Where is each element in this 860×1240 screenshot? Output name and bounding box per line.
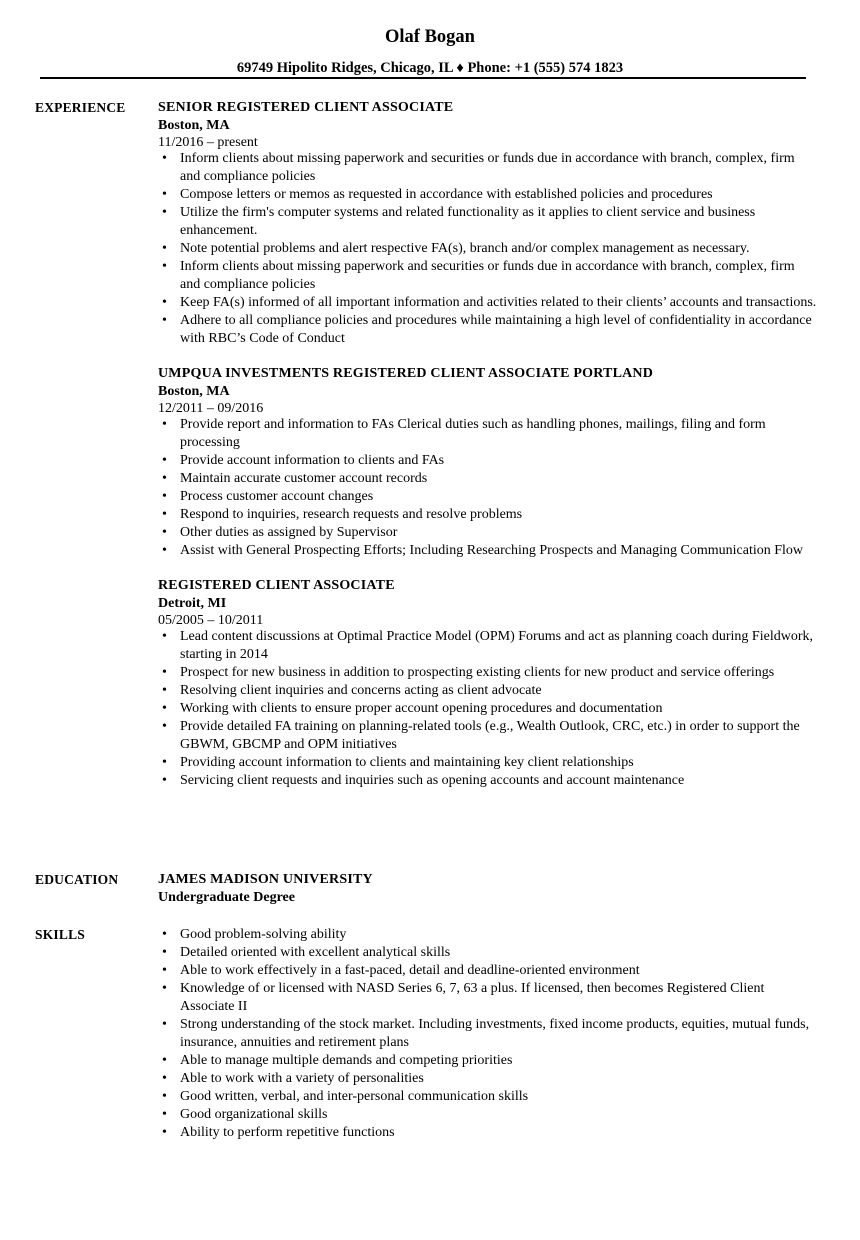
job-entry: [158, 365, 818, 560]
duty-item: • Process customer account changes: [158, 488, 818, 506]
skill-items: [158, 926, 818, 1142]
duty-item: • Other duties as assigned by Supervisor: [158, 524, 818, 542]
duty-item: • Compose letters or memos as requested in accordance with established policies and procedures: [158, 186, 818, 204]
contact-line: 69749 Hipolito Ridges, Chicago, IL ♦ Phone: +1 (555) 574 1823: [236, 60, 624, 76]
job-dates: 05/2005 – 10/2011: [158, 613, 264, 628]
job-title: REGISTERED CLIENT ASSOCIATE: [158, 578, 395, 593]
section-label-education: EDUCATION: [35, 872, 119, 887]
job-dates: 11/2016 – present: [158, 135, 258, 150]
duty-item: • Working with clients to ensure proper account opening procedures and documentation: [158, 700, 818, 718]
job-title: UMPQUA INVESTMENTS REGISTERED CLIENT ASSOCIATE PORTLAND: [158, 366, 654, 381]
skill-item: • Good problem-solving ability: [158, 926, 818, 944]
job-duties: [158, 416, 818, 560]
skill-item: • Able to work with a variety of personalities: [158, 1070, 818, 1088]
section-label-experience: EXPERIENCE: [35, 100, 126, 115]
header-divider: [40, 77, 806, 79]
job-location: Boston, MA: [158, 118, 230, 133]
duty-item: • Lead content discussions at Optimal Practice Model (OPM) Forums and act as planning coach during Fieldwork, starting in 2014: [158, 628, 818, 664]
school-name: JAMES MADISON UNIVERSITY: [158, 872, 373, 887]
duty-item: • Inform clients about missing paperwork and securities or funds due in accordance with branch, complex, firm and compliance policies: [158, 150, 818, 186]
job-location: Boston, MA: [158, 384, 230, 399]
duty-item: • Inform clients about missing paperwork and securities or funds due in accordance with branch, complex, firm and compliance policies: [158, 258, 818, 294]
education-entry: [158, 871, 818, 907]
section-label-skills: SKILLS: [35, 927, 85, 942]
job-title: SENIOR REGISTERED CLIENT ASSOCIATE: [158, 100, 454, 115]
duty-item: • Resolving client inquiries and concerns acting as client advocate: [158, 682, 818, 700]
skill-item: • Good written, verbal, and inter-personal communication skills: [158, 1088, 818, 1106]
job-entry: [158, 577, 818, 790]
job-duties: [158, 628, 818, 790]
duty-item: • Maintain accurate customer account records: [158, 470, 818, 488]
job-location: Detroit, MI: [158, 596, 227, 611]
skill-item: • Able to manage multiple demands and competing priorities: [158, 1052, 818, 1070]
job-dates: 12/2011 – 09/2016: [158, 401, 264, 416]
skill-item: • Strong understanding of the stock market. Including investments, fixed income products, equities, mutual funds, insurance, annuities and retirement plans: [158, 1016, 818, 1052]
duty-item: • Assist with General Prospecting Efforts; Including Researching Prospects and Managing Communication Flow: [158, 542, 818, 560]
duty-item: • Adhere to all compliance policies and procedures while maintaining a high level of confidentiality in accordance with RBC’s Code of Conduct: [158, 312, 818, 348]
skills-list: [158, 926, 818, 1142]
skill-item: • Ability to perform repetitive functions: [158, 1124, 818, 1142]
skill-item: • Detailed oriented with excellent analytical skills: [158, 944, 818, 962]
duty-item: • Provide detailed FA training on planning-related tools (e.g., Wealth Outlook, CRC, etc.) in order to support the GBWM, GBCMP and OPM initiatives: [158, 718, 818, 754]
duty-item: • Provide account information to clients and FAs: [158, 452, 818, 470]
duty-item: • Utilize the firm's computer systems and related functionality as it applies to client service and business enhancement.: [158, 204, 818, 240]
skill-item: • Able to work effectively in a fast-paced, detail and deadline-oriented environment: [158, 962, 818, 980]
candidate-name: Olaf Bogan: [385, 27, 475, 47]
duty-item: • Prospect for new business in addition to prospecting existing clients for new product and service offerings: [158, 664, 818, 682]
duty-item: • Respond to inquiries, research requests and resolve problems: [158, 506, 818, 524]
duty-item: • Provide report and information to FAs Clerical duties such as handling phones, mailings, filing and form processing: [158, 416, 818, 452]
job-entry: [158, 99, 818, 348]
duty-item: • Servicing client requests and inquiries such as opening accounts and account maintenance: [158, 772, 818, 790]
duty-item: • Note potential problems and alert respective FA(s), branch and/or complex management as necessary.: [158, 240, 818, 258]
duty-item: • Providing account information to clients and maintaining key client relationships: [158, 754, 818, 772]
degree: Undergraduate Degree: [158, 890, 295, 905]
job-duties: [158, 150, 818, 348]
experience-list: [158, 99, 818, 790]
duty-item: • Keep FA(s) informed of all important information and activities related to their clients’ accounts and transactions.: [158, 294, 818, 312]
skill-item: • Knowledge of or licensed with NASD Series 6, 7, 63 a plus. If licensed, then becomes Registered Client Associate II: [158, 980, 818, 1016]
skill-item: • Good organizational skills: [158, 1106, 818, 1124]
